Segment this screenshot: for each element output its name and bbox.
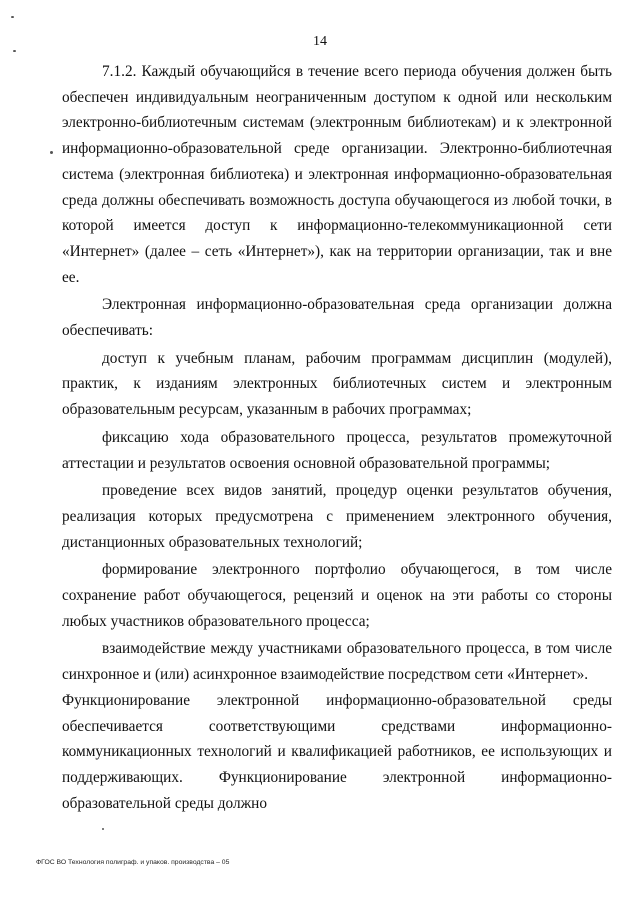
scan-speck	[13, 50, 16, 52]
page-footer: ФГОС ВО Технология полиграф. и упаков. производства – 05	[36, 859, 230, 866]
paragraph-functioning: Функционирование электронной информационно-образовательной среды обеспечивается соответствующими средствами информационно-коммуникационных технологий и квалификацией работников, ее использующих и поддерживающих. Функционирование электронной информационно-образовательной среды должно	[62, 691, 612, 812]
scan-speck	[11, 16, 14, 18]
paragraph-access-to-plans: доступ к учебным планам, рабочим программам дисциплин (модулей), практик, к изданиям электронных библиотечных систем и электронным образовательным ресурсам, указанным в рабочих программах;	[62, 349, 612, 419]
scan-speck	[50, 151, 53, 154]
paragraph-interaction: взаимодействие между участниками образовательного процесса, в том числе синхронное и (или) асинхронное взаимодействие посредством сети «Интернет».	[62, 640, 612, 684]
paragraph-portfolio: формирование электронного портфолио обучающегося, в том числе сохранение работ обучающегося, рецензий и оценок на эти работы со стороны любых участников образовательного процесса;	[62, 561, 612, 630]
paragraph-7-1-2: 7.1.2. Каждый обучающийся в течение всего периода обучения должен быть обеспечен индивидуальным неограниченным доступом к одной или нескольким электронно-библиотечным системам (электронным библиотекам) и к электронной информационно-образовательной среде организации. Электронно-библиотечная система (электронная библиотека) и электронная информационно-образовательная среда должны обеспечивать возможность доступа обучающегося из любой точки, в которой имеется доступ к информационно-телекоммуникационной сети «Интернет» (далее – сеть «Интернет»), как на территории организации, так и вне ее.	[62, 63, 612, 286]
document-body	[62, 59, 612, 816]
paragraph-progress-recording: фиксацию хода образовательного процесса, результатов промежуточной аттестации и результатов освоения основной образовательной программы;	[62, 428, 612, 472]
scan-speck	[102, 828, 104, 830]
paragraph-conducting-classes: проведение всех видов занятий, процедур оценки результатов обучения, реализация которых предусмотрена с применением электронного обучения, дистанционных образовательных технологий;	[62, 482, 612, 551]
paragraph-eios-requirements: Электронная информационно-образовательная среда организации должна обеспечивать:	[62, 296, 612, 340]
page-number: 14	[313, 34, 327, 49]
